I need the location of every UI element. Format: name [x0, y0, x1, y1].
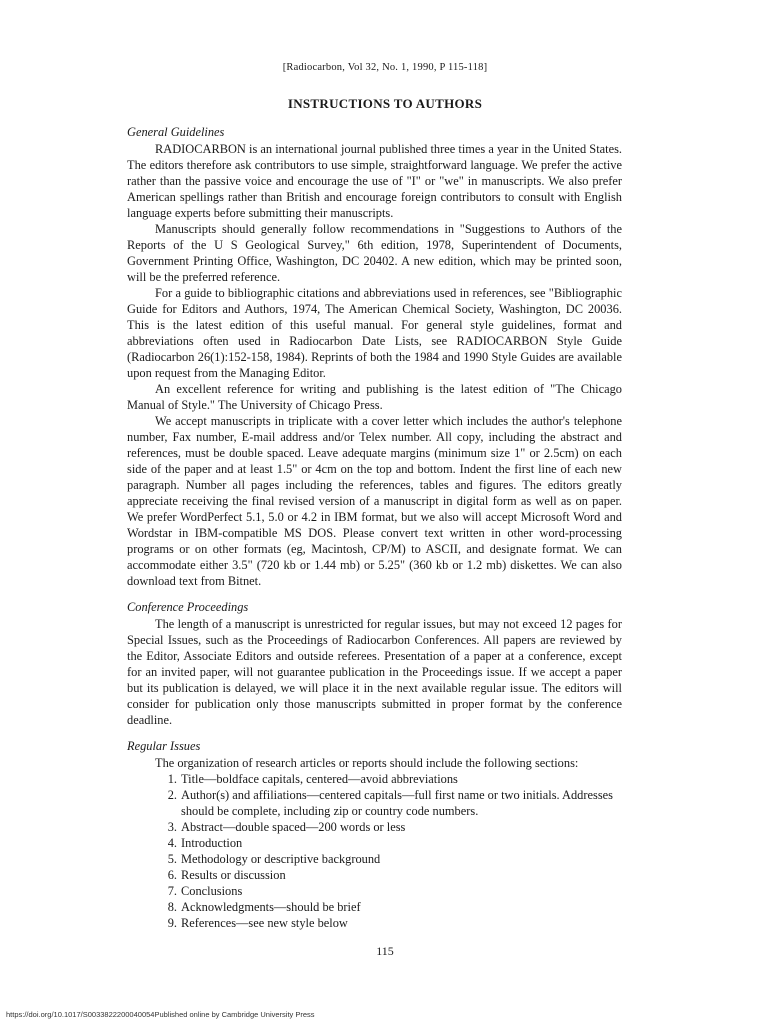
publisher-note: Published online by Cambridge University Press: [154, 1010, 315, 1019]
list-number: 7.: [167, 884, 177, 898]
running-head: [Radiocarbon, Vol 32, No. 1, 1990, P 115-118]: [282, 62, 488, 73]
page-number: 115: [376, 944, 394, 958]
section-conference-proceedings: [127, 599, 622, 728]
paragraph: We accept manuscripts in triplicate with a cover letter which includes the author's telephone number, Fax number, E-mail address and/or Telex number. All copy, including the abstract and references, must be double spaced. Leave adequate margins (minimum size 1" or 2.5cm) on each side of the paper and at least 1.5" or 4cm on the top and bottom. Indent the first line of each new paragraph. Number all pages including the references, tables and figures. The editors greatly appreciate receiving the final revised version of a manuscript in digital form as well as on paper. We prefer WordPerfect 5.1, 5.0 or 4.2 in IBM format, but we also will accept Microsoft Word and Wordstar in IBM-compatible MS DOS. Please convert text written in other word-processing programs or on other formats (eg, Macintosh, CP/M) to ASCII, and designate format. We can accommodate either 3.5" (720 kb or 1.44 mb) or 5.25" (360 kb or 1.2 mb) diskettes. We can also download text from Bitnet.: [127, 414, 622, 588]
doi-link[interactable]: https://doi.org/10.1017/S0033822200040054: [6, 1010, 155, 1019]
list-number: 3.: [167, 820, 177, 834]
footer: [6, 1010, 315, 1019]
paragraph: The length of a manuscript is unrestricted for regular issues, but may not exceed 12 pages for Special Issues, such as the Proceedings of Radiocarbon Conferences. All papers are reviewed by the Editor, Associate Editors and outside referees. Presentation of a paper at a conference, except for an invited paper, will not guarantee publication in the Proceedings issue. If we accept a paper but its publication is delayed, we will place it in the next available regular issue. The editors will consider for publication only those manuscripts submitted in proper format by the conference deadline.: [127, 617, 622, 727]
article-title: INSTRUCTIONS TO AUTHORS: [287, 96, 483, 111]
list-text: Conclusions: [181, 884, 243, 898]
list-item: [151, 899, 622, 915]
list-item: [151, 835, 622, 851]
paragraph: An excellent reference for writing and publishing is the latest edition of "The Chicago Manual of Style." The University of Chicago Press.: [127, 382, 622, 412]
list-item: [151, 787, 622, 819]
list-item: [151, 851, 622, 867]
section-general-guidelines: [127, 124, 622, 589]
list-number: 5.: [167, 852, 177, 866]
paragraph: RADIOCARBON is an international journal published three times a year in the United States. The editors therefore ask contributors to use simple, straightforward language. We prefer the active rather than the passive voice and encourage the use of "I" or "we" in manuscripts. We also prefer American spellings rather than British and encourage foreign contributors to consult with English language experts before submitting their manuscripts.: [127, 142, 622, 220]
section-heading: Regular Issues: [127, 739, 201, 753]
list-text: References—see new style below: [181, 916, 348, 930]
paragraph: The organization of research articles or reports should include the following sections:: [155, 756, 579, 770]
list-item: [151, 915, 622, 931]
list-text: Title—boldface capitals, centered—avoid abbreviations: [181, 772, 458, 786]
section-list: [127, 771, 622, 931]
list-text: Methodology or descriptive background: [181, 852, 381, 866]
list-number: 8.: [167, 900, 177, 914]
list-text: Abstract—double spaced—200 words or less: [181, 820, 406, 834]
list-text: Results or discussion: [181, 868, 286, 882]
list-item: [151, 883, 622, 899]
paragraph: For a guide to bibliographic citations and abbreviations used in references, see "Bibliographic Guide for Editors and Authors, 1974, The American Chemical Society, Washington, DC 20036. This is the latest edition of this useful manual. For general style guidelines, format and abbreviations often used in Radiocarbon Date Lists, see RADIOCARBON Style Guide (Radiocarbon 26(1):152-158, 1984). Reprints of both the 1984 and 1990 Style Guides are available upon request from the Managing Editor.: [127, 286, 622, 380]
list-number: 4.: [167, 836, 177, 850]
list-number: 1.: [167, 772, 177, 786]
list-item: [151, 819, 622, 835]
paragraph: Manuscripts should generally follow recommendations in "Suggestions to Authors of the Reports of the U S Geological Survey," 6th edition, 1978, Superintendent of Documents, Government Printing Office, Washington, DC 20402. A new edition, which may be printed soon, will be the preferred reference.: [127, 222, 622, 284]
article-body: [127, 124, 622, 931]
list-item: [151, 867, 622, 883]
list-text: Author(s) and affiliations—centered capitals—full first name or two initials. Addresses should be complete, including zip or country code numbers.: [181, 788, 613, 818]
list-item: [151, 771, 622, 787]
section-heading: Conference Proceedings: [127, 600, 249, 614]
section-regular-issues: [127, 738, 622, 931]
section-heading: General Guidelines: [127, 125, 225, 139]
list-number: 9.: [167, 916, 177, 930]
list-text: Acknowledgments—should be brief: [181, 900, 361, 914]
list-number: 6.: [167, 868, 177, 882]
list-number: 2.: [167, 788, 177, 802]
list-text: Introduction: [181, 836, 243, 850]
